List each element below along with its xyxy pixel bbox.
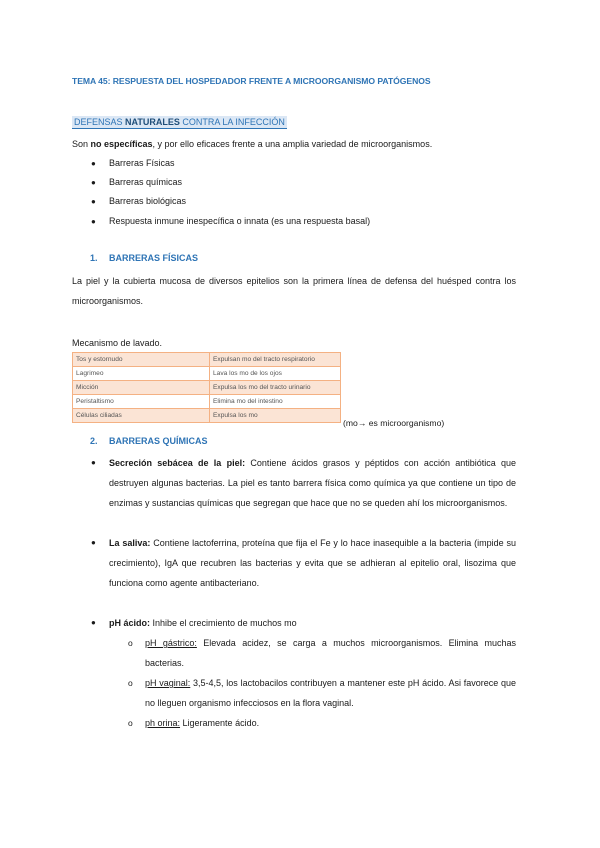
table-row — [73, 395, 341, 409]
table-row — [73, 381, 341, 395]
table-row — [73, 409, 341, 423]
list-item: Respuesta inmune inespecífica o innata (es una respuesta basal) — [109, 216, 371, 226]
mechanism-table — [72, 352, 341, 423]
table-cell: Expulsan mo del tracto respiratorio — [210, 353, 341, 367]
heading-number: 2. — [90, 436, 98, 446]
bullet-icon: ● — [91, 618, 96, 627]
ph-vaginal-line: no lleguen organismo infecciosos en la flora vaginal. — [145, 698, 354, 708]
list-item: Barreras químicas — [109, 177, 183, 187]
table-note: (mo→ es microorganismo) — [343, 418, 445, 428]
physical-paragraph-line: La piel y la cubierta mucosa de diversos epitelios son la primera línea de defensa del huésped contra los — [72, 276, 516, 286]
ph-line: pH ácido: Inhibe el crecimiento de muchos mo — [109, 618, 297, 628]
table-cell: Micción — [73, 381, 210, 395]
table-cell: Peristaltismo — [73, 395, 210, 409]
table-cell: Lava los mo de los ojos — [210, 367, 341, 381]
sebaceous-line: destruyen algunas bacterias. La piel es tanto barrera física como química ya que contiene un tipo de — [109, 478, 516, 488]
list-item: Barreras biológicas — [109, 196, 187, 206]
mechanism-label: Mecanismo de lavado. — [72, 338, 163, 348]
section-heading-natural-defenses: DEFENSAS NATURALES CONTRA LA INFECCIÓN — [74, 117, 285, 127]
saliva-line: funciona como agente antibacteriano. — [109, 578, 260, 588]
ph-gastric-line: bacterias. — [145, 658, 185, 668]
bullet-icon: ● — [91, 197, 96, 206]
table-cell: Expulsa los mo — [210, 409, 341, 423]
sub-bullet-icon: o — [128, 638, 133, 648]
table-row — [73, 367, 341, 381]
sebaceous-line: Secreción sebácea de la piel: Contiene ácidos grasos y péptidos con acción antibiótica que — [109, 458, 516, 468]
saliva-line: La saliva: Contiene lactoferrina, proteína que fija el Fe y lo hace inasequible a la bacteria (impide su — [109, 538, 516, 548]
table-row — [73, 353, 341, 367]
saliva-line: crecimiento), IgA que recubren las bacterias y evita que se adhieran al epitelio oral, lisozima que — [109, 558, 516, 568]
intro-paragraph: Son no específicas, y por ello eficaces frente a una amplia variedad de microorganismos. — [72, 139, 433, 149]
bullet-icon: ● — [91, 178, 96, 187]
ph-urine-line: ph orina: Ligeramente ácido. — [145, 718, 260, 728]
table-cell: Lagrimeo — [73, 367, 210, 381]
bullet-icon: ● — [91, 458, 96, 467]
table-cell: Elimina mo del intestino — [210, 395, 341, 409]
ph-gastric-line: pH gástrico: Elevada acidez, se carga a muchos microorganismos. Elimina muchas — [145, 638, 516, 648]
list-item: Barreras Físicas — [109, 158, 175, 168]
sub-bullet-icon: o — [128, 678, 133, 688]
sub-bullet-icon: o — [128, 718, 133, 728]
table-cell: Tos y estornudo — [73, 353, 210, 367]
table-cell: Expulsa los mo del tracto urinario — [210, 381, 341, 395]
table-cell: Células ciliadas — [73, 409, 210, 423]
physical-paragraph-line: microorganismos. — [72, 296, 144, 306]
ph-vaginal-line: pH vaginal: 3,5-4,5, los lactobacilos contribuyen a mantener este pH ácido. Asi favorece que — [145, 678, 516, 688]
bullet-icon: ● — [91, 538, 96, 547]
heading-physical-barriers: BARRERAS FÍSICAS — [109, 253, 199, 263]
heading-number: 1. — [90, 253, 98, 263]
document-title: TEMA 45: RESPUESTA DEL HOSPEDADOR FRENTE A MICROORGANISMO PATÓGENOS — [72, 76, 431, 86]
bullet-icon: ● — [91, 159, 96, 168]
bullet-icon: ● — [91, 217, 96, 226]
sebaceous-line: enzimas y sustancias químicas que segregan que hace que no se queden ahí los microorganismos. — [109, 498, 508, 508]
heading-chemical-barriers: BARRERAS QUÍMICAS — [109, 436, 208, 446]
